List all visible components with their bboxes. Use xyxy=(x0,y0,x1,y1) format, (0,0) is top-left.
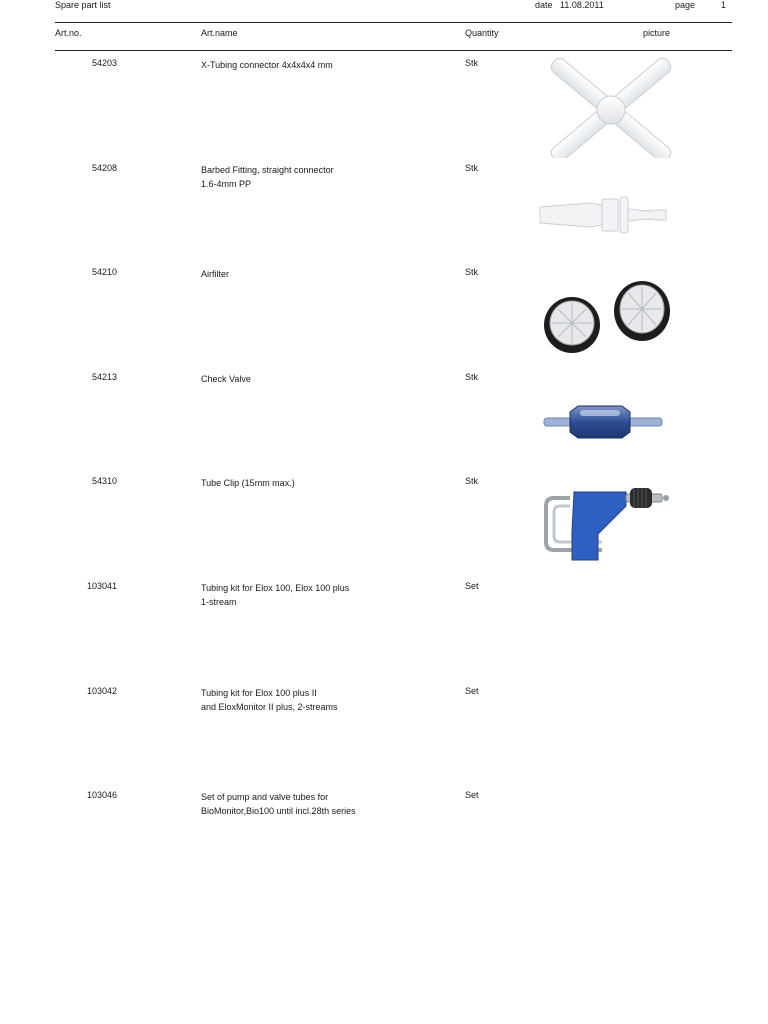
x-connector-image xyxy=(530,58,680,158)
art-name-line: 1.6-4mm PP xyxy=(201,179,252,189)
quantity-unit: Stk xyxy=(465,58,479,68)
art-name xyxy=(201,372,251,386)
header-rule-top xyxy=(55,22,732,23)
art-number: 54210 xyxy=(91,267,117,277)
art-name xyxy=(201,267,229,281)
art-name-line: BioMonitor,Bio100 until incl.28th series xyxy=(201,806,356,816)
part-row xyxy=(0,581,768,685)
part-row xyxy=(0,372,768,476)
part-row xyxy=(0,790,768,894)
art-number: 103041 xyxy=(86,581,117,591)
column-header-quantity: Quantity xyxy=(465,28,499,38)
art-number: 103046 xyxy=(86,790,117,800)
page-number: 1 xyxy=(721,0,727,10)
art-name xyxy=(201,686,338,714)
column-header-name: Art.name xyxy=(201,28,238,38)
part-row xyxy=(0,58,768,162)
art-name xyxy=(201,163,334,191)
art-name-line: Tubing kit for Elox 100 plus II xyxy=(201,688,317,698)
quantity-unit: Stk xyxy=(465,267,479,277)
art-name-line: Set of pump and valve tubes for xyxy=(201,792,329,802)
quantity-unit: Set xyxy=(465,581,479,591)
art-number: 103042 xyxy=(86,686,117,696)
column-header-picture: picture xyxy=(643,28,671,38)
art-name-line: Check Valve xyxy=(201,374,251,384)
check-valve-image xyxy=(530,372,680,472)
art-name xyxy=(201,581,349,609)
page-label: page xyxy=(675,0,696,10)
art-name-line: Tube Clip (15mm max.) xyxy=(201,478,295,488)
header-rule-bottom xyxy=(55,50,732,51)
art-name-line: 1-stream xyxy=(201,597,237,607)
quantity-unit: Set xyxy=(465,790,479,800)
art-number: 54203 xyxy=(91,58,117,68)
art-name-line: Barbed Fitting, straight connector xyxy=(201,165,334,175)
art-name-line: Tubing kit for Elox 100, Elox 100 plus xyxy=(201,583,350,593)
part-row xyxy=(0,267,768,371)
art-number: 54310 xyxy=(91,476,117,486)
tube-clip-image xyxy=(530,476,680,576)
date-value: 11.08.2011 xyxy=(560,0,604,10)
art-name xyxy=(201,476,295,490)
document-title: Spare part list xyxy=(55,0,111,10)
art-name xyxy=(201,790,356,818)
part-row xyxy=(0,476,768,580)
date-label: date xyxy=(535,0,553,10)
quantity-unit: Stk xyxy=(465,163,479,173)
part-row xyxy=(0,686,768,790)
airfilter-image xyxy=(530,267,680,367)
part-row xyxy=(0,163,768,267)
art-number: 54213 xyxy=(91,372,117,382)
art-name-line: X-Tubing connector 4x4x4x4 mm xyxy=(201,60,333,70)
quantity-unit: Set xyxy=(465,686,479,696)
quantity-unit: Stk xyxy=(465,476,479,486)
art-name xyxy=(201,58,333,72)
quantity-unit: Stk xyxy=(465,372,479,382)
column-header-artno: Art.no. xyxy=(55,28,82,38)
art-name-line: Airfilter xyxy=(201,269,230,279)
art-name-line: and EloxMonitor II plus, 2-streams xyxy=(201,702,338,712)
art-number: 54208 xyxy=(91,163,117,173)
barbed-fitting-image xyxy=(530,163,680,263)
